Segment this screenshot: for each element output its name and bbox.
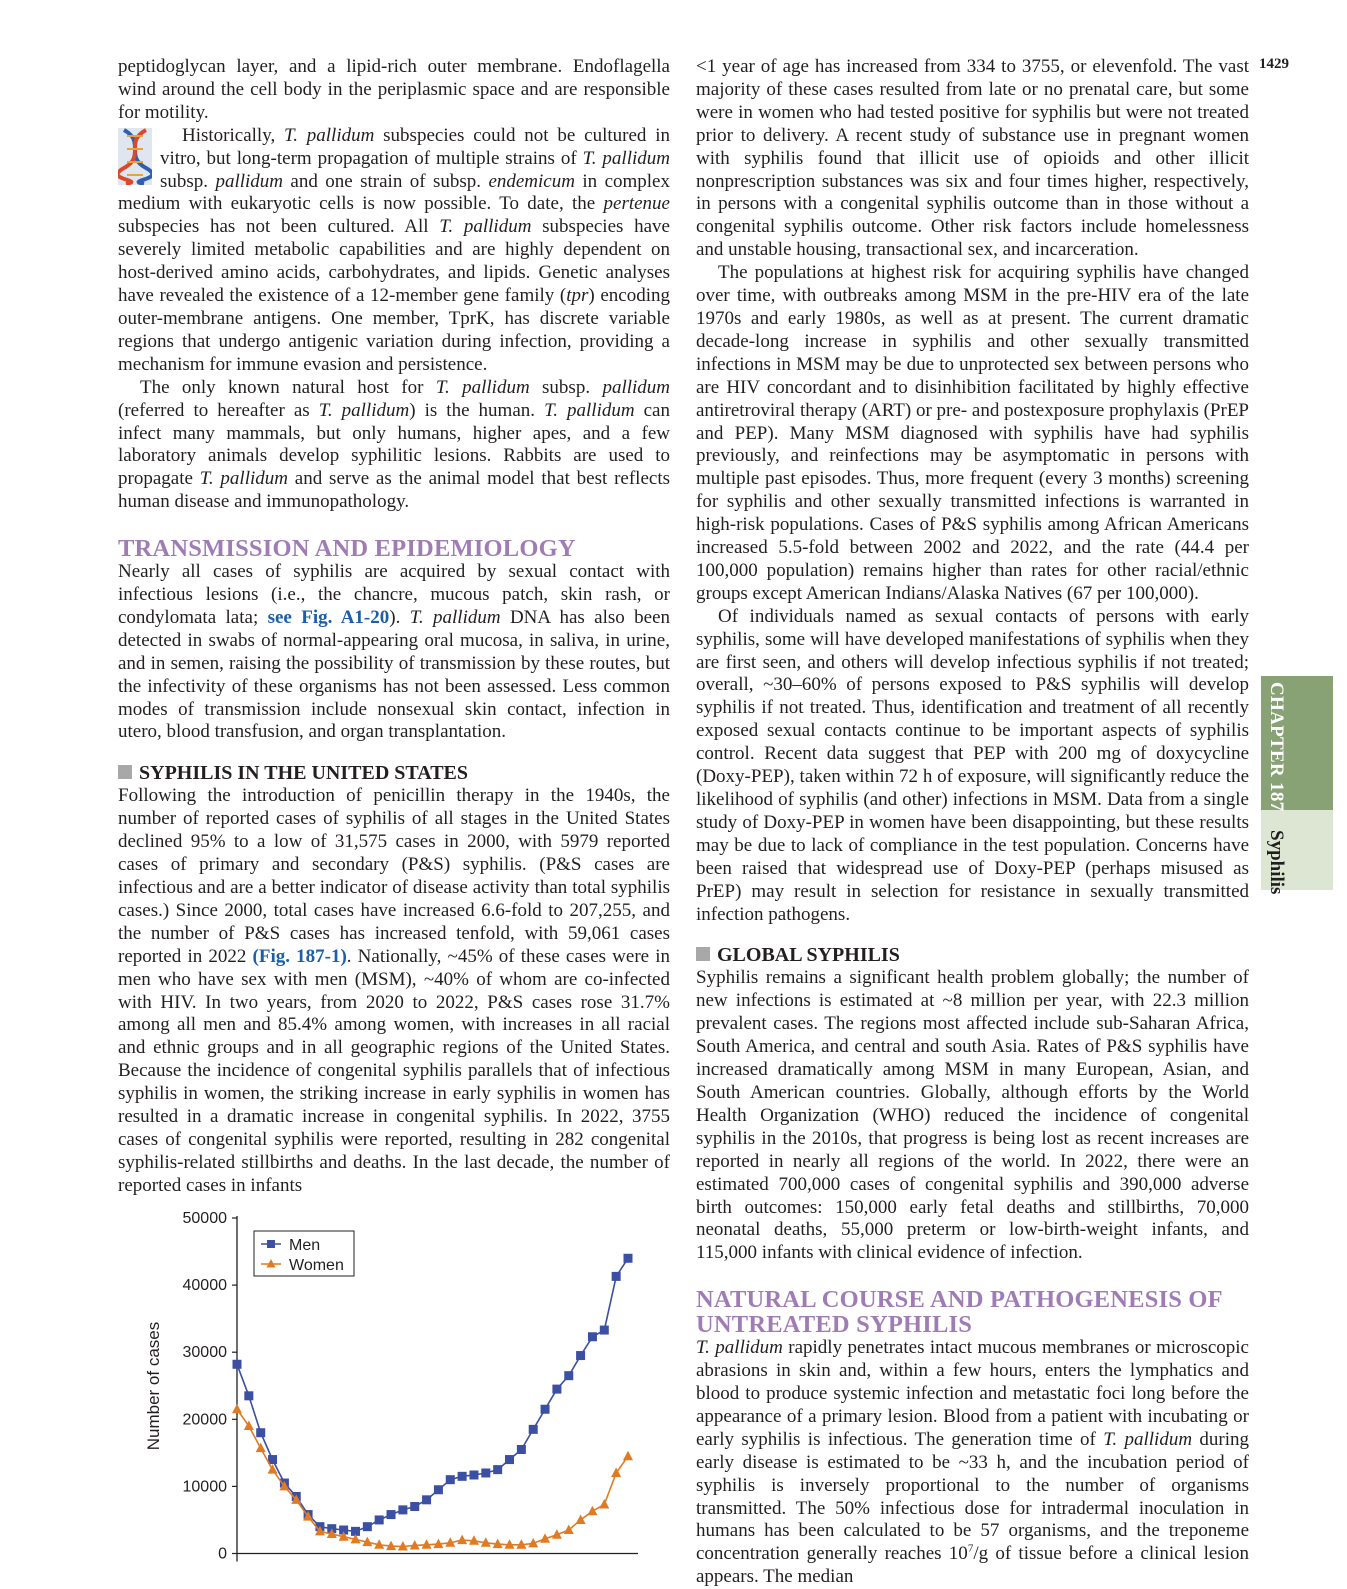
data-point-women [599, 1499, 609, 1509]
legend-label-women: Women [289, 1257, 344, 1274]
right-column [696, 56, 1249, 1589]
y-tick-label: 20000 [182, 1411, 227, 1429]
intro-paragraph: peptidoglycan layer, and a lipid-rich outer membrane. Endoflagella wind around the cell body in the periplasmic space and are responsible for motility. [118, 56, 670, 123]
heading-transmission: TRANSMISSION AND EPIDEMIOLOGY [118, 535, 576, 563]
chapter-tab [1261, 676, 1333, 895]
data-point-men [233, 1360, 242, 1369]
natural-host-paragraph: The only known natural host for T. pallidum subsp. pallidum (referred to hereafter as T. pallidum) is the human. T. pallidum can infect many mammals, but only humans, higher apes, and a few laboratory animals develop syphilitic lesions. Rabbits are used to propagate T. pallidum and serve as the animal model that best reflects human disease and immunopathology. [118, 376, 671, 513]
data-point-men [588, 1332, 597, 1341]
data-point-women [457, 1535, 467, 1545]
legend-label-men: Men [289, 1237, 321, 1254]
data-point-women [256, 1443, 266, 1453]
data-point-men [529, 1425, 538, 1434]
data-point-men [256, 1428, 265, 1437]
y-axis-label: Number of cases [144, 1321, 163, 1451]
global-paragraph: Syphilis remains a significant health problem globally; the number of new infections is estimated at ~8 million per year, with 22.3 million prevalent cases. The regions most affected include sub-Saharan Africa, South America, and central and south Asia. Rates of P&S syphilis have increased dramatically among MSM in many European, Asian, and South American countries. Globally, although efforts by the World Health Organization (WHO) reduced the incidence of congenital syphilis in the 2010s, that progress is being lost as recent increases are reported in nearly all regions of the world. In 2022, there were an estimated 700,000 cases of congenital syphilis and 390,000 adverse birth outcomes: 150,000 early fetal deaths and stillbirths, 70,000 neonatal deaths, 55,000 preterm or low-birth-weight infants, and 115,000 infants with clinical evidence of infection. [696, 967, 1249, 1264]
transmission-paragraph: Nearly all cases of syphilis are acquired by sexual contact with infectious lesions (i.e., the chancre, mucous patch, skin rash, or condylomata lata; see Fig. A1-20). T. pallidum DNA has also been detected in swabs of normal-appearing oral mucosa, in saliva, in urine, and in semen, raising the possibility of transmission by these routes, but the infectivity of these organisms has not been assessed. Less common modes of transmission include nonsexual skin contact, infection in utero, blood transfusion, and organ transplantation. [118, 561, 671, 743]
figure-link-187-1[interactable]: (Fig. 187-1) [252, 945, 347, 967]
data-point-men [564, 1371, 573, 1380]
data-point-women [623, 1451, 633, 1461]
y-tick-label: 10000 [182, 1478, 227, 1496]
legend-marker-men [267, 1240, 275, 1248]
populations-paragraph: The populations at highest risk for acquiring syphilis have changed over time, with outbreaks among MSM in the pre-HIV era of the late 1970s and early 1980s, as well as at present. The current dramatic decade-long increase in syphilis and other sexually transmitted infections in MSM may be due to unprotected sex between persons who are HIV concordant and to disinhibition facilitated by highly effective antiretroviral therapy (ART) or pre- and postexposure prophylaxis (PrEP and PEP). Many MSM diagnosed with syphilis have had syphilis previously, and reinfections may be asymptomatic in persons with multiple past episodes. Thus, more frequent (every 3 months) screening for syphilis and other sexually transmitted infections is warranted in high-risk populations. Cases of P&S syphilis among African Americans increased 5.5-fold between 2002 and 2022, and the rate (44.4 per 100,000 population) remains higher than rates for other racial/ethnic groups except American Indians/Alaska Natives (67 per 100,000). [696, 262, 1249, 604]
data-point-men [375, 1515, 384, 1524]
data-point-men [481, 1468, 490, 1477]
syphilis-cases-chart [118, 1196, 678, 1584]
data-point-women [564, 1525, 574, 1535]
page-number: 1429 [1259, 56, 1289, 72]
data-point-women [587, 1506, 597, 1516]
figure-link-a1-20[interactable]: see Fig. A1-20 [267, 606, 390, 628]
contacts-paragraph: Of individuals named as sexual contacts of persons with early syphilis, some will have developed manifestations of syphilis when they are first seen, and others will develop infectious syphilis if not treated; overall, ~30–60% of persons exposed to P&S syphilis will develop syphilis if not treated. Thus, identification and treatment of all recently exposed sexual contacts continue to be important aspects of syphilis control. Recent data suggest that PEP with 200 mg of doxycycline (Doxy-PEP), taken within 72 h of exposure, will significantly reduce the likelihood of syphilis (and other) infections in MSM. Data from a single study of Doxy-PEP in women have been disappointing, but these results may be due to lack of compliance in the test population. Concerns have been raised that widespread use of Doxy-PEP (perhaps misused as PrEP) may result in selection for resistance in sexually transmitted infection pathogens. [696, 605, 1249, 925]
y-tick-label: 40000 [182, 1277, 227, 1295]
data-point-men [446, 1475, 455, 1484]
dna-icon [118, 128, 152, 185]
us-paragraph: Following the introduction of penicillin therapy in the 1940s, the number of reported cases of syphilis of all stages in the United States declined 95% to a low of 31,575 cases in 2000, with 5979 reported cases of primary and secondary (P&S) syphilis. (P&S cases are infectious and are a better indicator of disease activity than total syphilis cases.) Since 2000, total cases have increased 6.6-fold to 207,255, and the number of P&S cases has increased tenfold, with 59,061 cases reported in 2022 (Fig. 187-1). Nationally, ~45% of these cases were in men who have sex with men (MSM), ~40% of whom are co-infected with HIV. In two years, from 2020 to 2022, P&S cases rose 31.7% among all men and 85.4% among women, with increases in all racial and ethnic groups and in all geographic regions of the United States. Because the incidence of congenital syphilis parallels that of infectious syphilis in women, the striking increase in early syphilis in women has resulted in a dramatic increase in congenital syphilis. In 2022, 3755 cases of congenital syphilis were reported, resulting in 282 congenital syphilis-related stillbirths and deaths. In the last decade, the number of reported cases in infants [118, 785, 670, 1196]
data-point-men [576, 1351, 585, 1360]
data-point-men [458, 1472, 467, 1481]
heading-us: SYPHILIS IN THE UNITED STATES [118, 762, 670, 785]
data-point-men [624, 1254, 633, 1263]
y-tick-label: 50000 [182, 1210, 227, 1227]
left-column [118, 56, 670, 1198]
chapter-label: CHAPTER 187 [1266, 682, 1287, 812]
series-line-men [237, 1258, 628, 1531]
congenital-paragraph: <1 year of age has increased from 334 to 3755, or elevenfold. The vast majority of these cases resulted from late or no prenatal care, but some were in women who had tested positive for syphilis but were not treated prior to delivery. A recent study of substance use in pregnant women with syphilis found that illicit use of opioids and other illicit nonprescription substances was six and four times higher, respectively, in persons with a congenital syphilis outcome than in those without a congenital syphilis outcome. Other risk factors include homelessness and unstable housing, transactional sex, and incarceration. [696, 56, 1249, 261]
y-tick-label: 30000 [182, 1344, 227, 1362]
section-square-icon [118, 765, 132, 779]
data-point-men [398, 1505, 407, 1514]
data-point-men [517, 1445, 526, 1454]
data-point-men [505, 1455, 514, 1464]
data-point-men [552, 1385, 561, 1394]
data-point-men [541, 1405, 550, 1414]
natural-course-paragraph: T. pallidum rapidly penetrates intact mucous membranes or microscopic abrasions in skin and, within a few hours, enters the lymphatics and blood to produce systemic infection and metastatic foci long before the appearance of a primary lesion. Blood from a patient with incubating or early syphilis is infectious. The generation time of T. pallidum during early disease is estimated to be ~33 h, and the incubation period of syphilis is inversely proportional to the number of organisms transmitted. The 50% infectious dose for intradermal inoculation in humans has been calculated to be 57 organisms, and the treponeme concentration generally reaches $10^7/g$ of tissue before a clinical lesion appears. The median [696, 1337, 1250, 1588]
data-point-women [576, 1514, 586, 1524]
historical-paragraph: Historically, T. pallidum subspecies could not be cultured in vitro, but long-term propagation of multiple strains of T. pallidum subsp. pallidum and one strain of subsp. endemicum in complex medium with eukaryotic cells is now possible. To date, the pertenue subspecies has not been cultured. All T. pallidum subspecies have severely limited metabolic capabilities and are highly dependent on host-derived amino acids, carbohydrates, and lipids. Genetic analyses have revealed the existence of a 12-member gene family (tpr) encoding outer-membrane antigens. One member, TprK, has discrete variable regions that undergo antigenic variation during infection, providing a mechanism for immune evasion and persistence. [118, 124, 671, 375]
data-point-men [410, 1502, 419, 1511]
heading-natural-course: NATURAL COURSE AND PATHOGENESIS OF UNTREATED SYPHILIS [696, 1286, 1222, 1339]
data-point-men [600, 1326, 609, 1335]
y-tick-label: 0 [218, 1545, 227, 1563]
data-point-men [363, 1522, 372, 1531]
data-point-men [493, 1465, 502, 1474]
data-point-men [612, 1272, 621, 1281]
data-point-men [422, 1495, 431, 1504]
section-square-icon [696, 947, 710, 961]
data-point-men [434, 1485, 443, 1494]
chapter-title: Syphilis [1266, 830, 1287, 895]
data-point-men [244, 1391, 253, 1400]
data-point-women [232, 1404, 242, 1414]
data-point-men [387, 1510, 396, 1519]
chapter-tab-text [1265, 682, 1287, 895]
heading-global: GLOBAL SYPHILIS [696, 944, 1249, 967]
chart-svg [118, 1196, 678, 1584]
data-point-men [469, 1470, 478, 1479]
